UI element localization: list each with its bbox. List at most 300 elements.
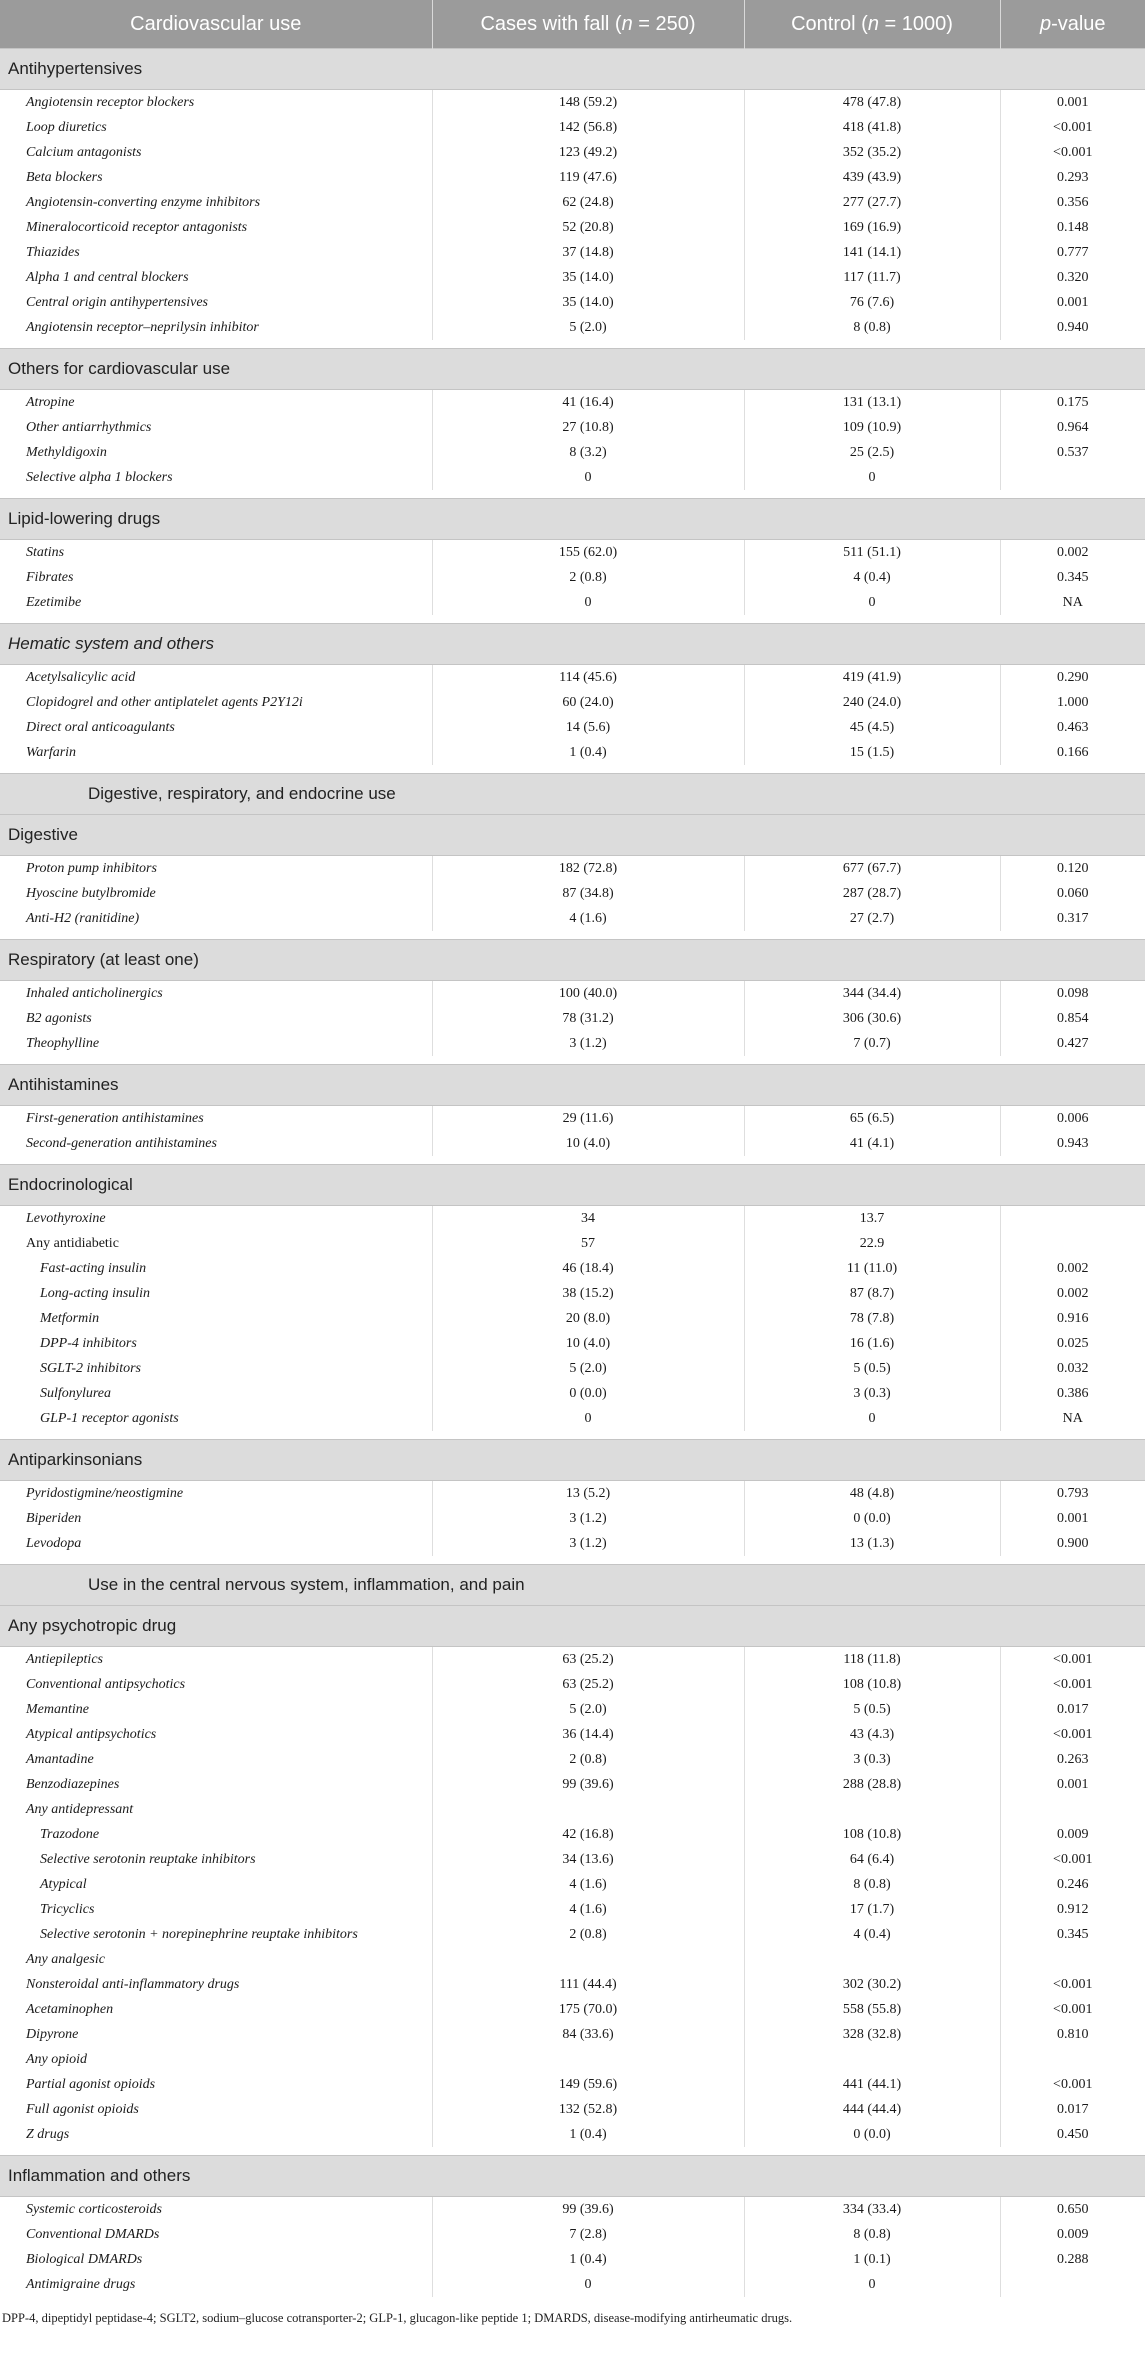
cases-value: 63 (25.2) xyxy=(432,1647,744,1673)
table-row xyxy=(0,1747,1145,1772)
cases-value: 7 (2.8) xyxy=(432,2222,744,2247)
cases-value: 4 (1.6) xyxy=(432,1897,744,1922)
control-value: 5 (0.5) xyxy=(744,1356,1000,1381)
p-value: 0.463 xyxy=(1057,719,1089,735)
p-value: 0.032 xyxy=(1057,1360,1089,1376)
p-value: 0.943 xyxy=(1057,1135,1089,1151)
control-value: 344 (34.4) xyxy=(744,981,1000,1007)
drug-label: Clopidogrel and other antiplatelet agents P2Y12i xyxy=(0,690,432,715)
table-row xyxy=(0,1972,1145,1997)
table-header-row xyxy=(0,0,1145,49)
cases-value: 42 (16.8) xyxy=(432,1822,744,1847)
drug-label: Metformin xyxy=(0,1306,432,1331)
table-row xyxy=(0,2047,1145,2072)
control-value: 25 (2.5) xyxy=(744,440,1000,465)
control-value: 4 (0.4) xyxy=(744,1922,1000,1947)
control-value: 64 (6.4) xyxy=(744,1847,1000,1872)
section-header xyxy=(0,1165,1145,1206)
table-row xyxy=(0,1947,1145,1972)
drug-label: Mineralocorticoid receptor antagonists xyxy=(0,215,432,240)
cases-value: 63 (25.2) xyxy=(432,1672,744,1697)
control-value: 45 (4.5) xyxy=(744,715,1000,740)
table-row xyxy=(0,1797,1145,1822)
p-value: 0.009 xyxy=(1057,1826,1089,1842)
drug-label: Anti-H2 (ranitidine) xyxy=(0,906,432,931)
table-row xyxy=(0,1131,1145,1156)
control-value: 328 (32.8) xyxy=(744,2022,1000,2047)
control-value: 11 (11.0) xyxy=(744,1256,1000,1281)
p-value: 0.900 xyxy=(1057,1535,1089,1551)
p-value: 0.060 xyxy=(1057,885,1089,901)
table-row xyxy=(0,1772,1145,1797)
p-value: 0.537 xyxy=(1057,444,1089,460)
table-row xyxy=(0,1531,1145,1556)
table-row xyxy=(0,290,1145,315)
drug-label: Benzodiazepines xyxy=(0,1772,432,1797)
table-row xyxy=(0,881,1145,906)
section-header xyxy=(0,349,1145,390)
header-p-value: p-value xyxy=(1000,0,1145,49)
drug-label: Alpha 1 and central blockers xyxy=(0,265,432,290)
p-value: 0.386 xyxy=(1057,1385,1089,1401)
cases-value: 60 (24.0) xyxy=(432,690,744,715)
table-row xyxy=(0,115,1145,140)
section-spacer xyxy=(0,2297,1145,2305)
section-label: Digestive, respiratory, and endocrine use xyxy=(0,774,1145,815)
p-value: 0.320 xyxy=(1057,269,1089,285)
p-value: 0.916 xyxy=(1057,1310,1089,1326)
table-row xyxy=(0,1481,1145,1507)
drug-label: Thiazides xyxy=(0,240,432,265)
control-value: 0 (0.0) xyxy=(744,1506,1000,1531)
section-label: Others for cardiovascular use xyxy=(0,349,1145,390)
drug-label: Systemic corticosteroids xyxy=(0,2197,432,2223)
control-value: 65 (6.5) xyxy=(744,1106,1000,1132)
drug-label: Loop diuretics xyxy=(0,115,432,140)
p-value: 0.345 xyxy=(1057,569,1089,585)
control-value: 118 (11.8) xyxy=(744,1647,1000,1673)
drug-label: Selective serotonin reuptake inhibitors xyxy=(0,1847,432,1872)
p-value: 0.002 xyxy=(1057,544,1089,560)
drug-label: Warfarin xyxy=(0,740,432,765)
table-row xyxy=(0,1722,1145,1747)
drug-label: Antiepileptics xyxy=(0,1647,432,1673)
table-row xyxy=(0,1506,1145,1531)
control-value: 0 xyxy=(744,590,1000,615)
cases-value: 119 (47.6) xyxy=(432,165,744,190)
control-value: 117 (11.7) xyxy=(744,265,1000,290)
cases-value: 20 (8.0) xyxy=(432,1306,744,1331)
table-row xyxy=(0,2247,1145,2272)
cases-value: 149 (59.6) xyxy=(432,2072,744,2097)
drug-label: Acetylsalicylic acid xyxy=(0,665,432,691)
section-spacer xyxy=(0,765,1145,774)
p-value xyxy=(1000,2047,1145,2072)
drug-label: Fibrates xyxy=(0,565,432,590)
cases-value: 132 (52.8) xyxy=(432,2097,744,2122)
control-value: 87 (8.7) xyxy=(744,1281,1000,1306)
drug-label: Central origin antihypertensives xyxy=(0,290,432,315)
cases-value: 175 (70.0) xyxy=(432,1997,744,2022)
p-value: 0.810 xyxy=(1057,2026,1089,2042)
control-value: 4 (0.4) xyxy=(744,565,1000,590)
control-value: 109 (10.9) xyxy=(744,415,1000,440)
cases-value: 35 (14.0) xyxy=(432,290,744,315)
control-value: 1 (0.1) xyxy=(744,2247,1000,2272)
table-row xyxy=(0,215,1145,240)
major-section-header xyxy=(0,1565,1145,1606)
control-value: 334 (33.4) xyxy=(744,2197,1000,2223)
p-value: NA xyxy=(1062,594,1083,610)
control-value: 108 (10.8) xyxy=(744,1822,1000,1847)
p-value: 0.964 xyxy=(1057,419,1089,435)
control-value: 444 (44.4) xyxy=(744,2097,1000,2122)
cases-value: 46 (18.4) xyxy=(432,1256,744,1281)
drug-label: Biological DMARDs xyxy=(0,2247,432,2272)
p-value: 0.854 xyxy=(1057,1010,1089,1026)
table-row xyxy=(0,90,1145,116)
table-row xyxy=(0,1922,1145,1947)
table-row xyxy=(0,1306,1145,1331)
p-value: 0.001 xyxy=(1057,294,1089,310)
p-value: 0.006 xyxy=(1057,1110,1089,1126)
cases-value: 100 (40.0) xyxy=(432,981,744,1007)
control-value: 8 (0.8) xyxy=(744,2222,1000,2247)
drug-label: First-generation antihistamines xyxy=(0,1106,432,1132)
p-value: 0.001 xyxy=(1057,1776,1089,1792)
table-row xyxy=(0,1231,1145,1256)
cases-value: 4 (1.6) xyxy=(432,1872,744,1897)
p-value: <0.001 xyxy=(1053,1976,1093,1992)
spacer-cell xyxy=(0,1156,1145,1165)
cases-value: 2 (0.8) xyxy=(432,1922,744,1947)
drug-label: Amantadine xyxy=(0,1747,432,1772)
p-value xyxy=(1000,2272,1145,2297)
drug-label: Beta blockers xyxy=(0,165,432,190)
control-value: 17 (1.7) xyxy=(744,1897,1000,1922)
table-row xyxy=(0,540,1145,566)
drug-label: Partial agonist opioids xyxy=(0,2072,432,2097)
cases-value: 148 (59.2) xyxy=(432,90,744,116)
p-value: <0.001 xyxy=(1053,1726,1093,1742)
table-row xyxy=(0,1281,1145,1306)
table-row xyxy=(0,390,1145,416)
section-header xyxy=(0,815,1145,856)
table-row xyxy=(0,590,1145,615)
control-value: 41 (4.1) xyxy=(744,1131,1000,1156)
table-row xyxy=(0,690,1145,715)
p-value: 0.777 xyxy=(1057,244,1089,260)
p-value: 0.017 xyxy=(1057,2101,1089,2117)
p-value: 0.001 xyxy=(1057,1510,1089,1526)
control-value: 3 (0.3) xyxy=(744,1381,1000,1406)
drug-label: Direct oral anticoagulants xyxy=(0,715,432,740)
spacer-cell xyxy=(0,1431,1145,1440)
p-value: <0.001 xyxy=(1053,2076,1093,2092)
p-value xyxy=(1000,465,1145,490)
p-value: 0.793 xyxy=(1057,1485,1089,1501)
control-value: 43 (4.3) xyxy=(744,1722,1000,1747)
table-row xyxy=(0,665,1145,691)
drug-label: Angiotensin receptor blockers xyxy=(0,90,432,116)
header-control: Control (n = 1000) xyxy=(744,0,1000,49)
section-header xyxy=(0,2156,1145,2197)
cases-value: 34 xyxy=(432,1206,744,1232)
drug-label: Levodopa xyxy=(0,1531,432,1556)
p-value: 0.025 xyxy=(1057,1335,1089,1351)
section-label: Any psychotropic drug xyxy=(0,1606,1145,1647)
table-row xyxy=(0,440,1145,465)
section-header xyxy=(0,499,1145,540)
p-value: 0.002 xyxy=(1057,1260,1089,1276)
cases-value: 5 (2.0) xyxy=(432,1356,744,1381)
p-value: 0.002 xyxy=(1057,1285,1089,1301)
cases-value: 35 (14.0) xyxy=(432,265,744,290)
p-value: 0.940 xyxy=(1057,319,1089,335)
section-header xyxy=(0,940,1145,981)
p-value: <0.001 xyxy=(1053,144,1093,160)
table-row xyxy=(0,240,1145,265)
table-row xyxy=(0,1031,1145,1056)
section-header xyxy=(0,1440,1145,1481)
table-row xyxy=(0,1406,1145,1431)
drug-label: B2 agonists xyxy=(0,1006,432,1031)
drug-label: Any antidiabetic xyxy=(0,1231,432,1256)
p-value: 0.148 xyxy=(1057,219,1089,235)
table-row xyxy=(0,2022,1145,2047)
control-value xyxy=(744,2047,1000,2072)
cases-value: 52 (20.8) xyxy=(432,215,744,240)
section-header xyxy=(0,49,1145,90)
spacer-cell xyxy=(0,615,1145,624)
control-value: 7 (0.7) xyxy=(744,1031,1000,1056)
drug-label: Long-acting insulin xyxy=(0,1281,432,1306)
section-spacer xyxy=(0,1431,1145,1440)
control-value: 302 (30.2) xyxy=(744,1972,1000,1997)
section-header xyxy=(0,1606,1145,1647)
drug-label: Conventional DMARDs xyxy=(0,2222,432,2247)
cases-value: 123 (49.2) xyxy=(432,140,744,165)
table-row xyxy=(0,140,1145,165)
cases-value: 14 (5.6) xyxy=(432,715,744,740)
table-row xyxy=(0,565,1145,590)
table-row xyxy=(0,1697,1145,1722)
control-value xyxy=(744,1947,1000,1972)
drug-label: Trazodone xyxy=(0,1822,432,1847)
cases-value: 27 (10.8) xyxy=(432,415,744,440)
cases-value: 13 (5.2) xyxy=(432,1481,744,1507)
p-value: 0.009 xyxy=(1057,2226,1089,2242)
table-row xyxy=(0,1356,1145,1381)
section-spacer xyxy=(0,340,1145,349)
section-header xyxy=(0,1065,1145,1106)
table-row xyxy=(0,1672,1145,1697)
drug-label: Second-generation antihistamines xyxy=(0,1131,432,1156)
cases-value: 1 (0.4) xyxy=(432,2247,744,2272)
control-value: 141 (14.1) xyxy=(744,240,1000,265)
drug-label: Angiotensin-converting enzyme inhibitors xyxy=(0,190,432,215)
section-label: Respiratory (at least one) xyxy=(0,940,1145,981)
p-value: <0.001 xyxy=(1053,2001,1093,2017)
control-value: 288 (28.8) xyxy=(744,1772,1000,1797)
p-value: 0.356 xyxy=(1057,194,1089,210)
control-value: 287 (28.7) xyxy=(744,881,1000,906)
cases-value: 0 xyxy=(432,1406,744,1431)
cases-value: 84 (33.6) xyxy=(432,2022,744,2047)
control-value: 277 (27.7) xyxy=(744,190,1000,215)
control-value: 0 xyxy=(744,1406,1000,1431)
cases-value: 41 (16.4) xyxy=(432,390,744,416)
cases-value: 4 (1.6) xyxy=(432,906,744,931)
table-row xyxy=(0,265,1145,290)
major-section-header xyxy=(0,774,1145,815)
table-row xyxy=(0,715,1145,740)
cases-value: 114 (45.6) xyxy=(432,665,744,691)
cases-value: 0 xyxy=(432,590,744,615)
control-value: 3 (0.3) xyxy=(744,1747,1000,1772)
drug-label: DPP-4 inhibitors xyxy=(0,1331,432,1356)
table-row xyxy=(0,1331,1145,1356)
drug-label: Any antidepressant xyxy=(0,1797,432,1822)
drug-label: Full agonist opioids xyxy=(0,2097,432,2122)
section-spacer xyxy=(0,1056,1145,1065)
control-value: 439 (43.9) xyxy=(744,165,1000,190)
control-value: 27 (2.7) xyxy=(744,906,1000,931)
cases-value: 10 (4.0) xyxy=(432,1331,744,1356)
p-value: 0.098 xyxy=(1057,985,1089,1001)
cases-value: 36 (14.4) xyxy=(432,1722,744,1747)
drug-label: Hyoscine butylbromide xyxy=(0,881,432,906)
cases-value: 0 xyxy=(432,2272,744,2297)
cases-value: 3 (1.2) xyxy=(432,1031,744,1056)
spacer-cell xyxy=(0,340,1145,349)
section-label: Endocrinological xyxy=(0,1165,1145,1206)
p-value: 0.293 xyxy=(1057,169,1089,185)
table-row xyxy=(0,1256,1145,1281)
cases-value: 38 (15.2) xyxy=(432,1281,744,1306)
cases-value: 78 (31.2) xyxy=(432,1006,744,1031)
table-row xyxy=(0,1897,1145,1922)
p-value: <0.001 xyxy=(1053,1851,1093,1867)
drug-label: Atypical antipsychotics xyxy=(0,1722,432,1747)
table-row xyxy=(0,906,1145,931)
cases-value: 5 (2.0) xyxy=(432,315,744,340)
control-value: 108 (10.8) xyxy=(744,1672,1000,1697)
table-row xyxy=(0,2197,1145,2223)
control-value: 13 (1.3) xyxy=(744,1531,1000,1556)
p-value: 0.175 xyxy=(1057,394,1089,410)
control-value: 78 (7.8) xyxy=(744,1306,1000,1331)
spacer-cell xyxy=(0,931,1145,940)
table-row xyxy=(0,415,1145,440)
drug-label: SGLT-2 inhibitors xyxy=(0,1356,432,1381)
p-value: 0.017 xyxy=(1057,1701,1089,1717)
drug-label: Tricyclics xyxy=(0,1897,432,1922)
p-value: 0.246 xyxy=(1057,1876,1089,1892)
drug-label: Nonsteroidal anti-inflammatory drugs xyxy=(0,1972,432,1997)
section-spacer xyxy=(0,2147,1145,2156)
cases-value: 111 (44.4) xyxy=(432,1972,744,1997)
control-value: 478 (47.8) xyxy=(744,90,1000,116)
drug-label: Selective serotonin + norepinephrine reuptake inhibitors xyxy=(0,1922,432,1947)
table-row xyxy=(0,1006,1145,1031)
cases-value: 5 (2.0) xyxy=(432,1697,744,1722)
table-row xyxy=(0,2222,1145,2247)
section-spacer xyxy=(0,1156,1145,1165)
section-spacer xyxy=(0,1556,1145,1565)
control-value: 352 (35.2) xyxy=(744,140,1000,165)
table-row xyxy=(0,1822,1145,1847)
cases-value: 8 (3.2) xyxy=(432,440,744,465)
table-row xyxy=(0,981,1145,1007)
p-value: 0.288 xyxy=(1057,2251,1089,2267)
control-value: 677 (67.7) xyxy=(744,856,1000,882)
table-row xyxy=(0,2097,1145,2122)
drug-label: Conventional antipsychotics xyxy=(0,1672,432,1697)
control-value: 13.7 xyxy=(744,1206,1000,1232)
cases-value: 10 (4.0) xyxy=(432,1131,744,1156)
drug-label: Statins xyxy=(0,540,432,566)
p-value xyxy=(1000,1231,1145,1256)
p-value: 0.345 xyxy=(1057,1926,1089,1942)
control-value: 8 (0.8) xyxy=(744,1872,1000,1897)
section-spacer xyxy=(0,490,1145,499)
drug-label: Angiotensin receptor–neprilysin inhibitor xyxy=(0,315,432,340)
table-row xyxy=(0,2122,1145,2147)
drug-label: Atropine xyxy=(0,390,432,416)
drug-label: Fast-acting insulin xyxy=(0,1256,432,1281)
spacer-cell xyxy=(0,1556,1145,1565)
cases-value xyxy=(432,1797,744,1822)
control-value: 0 xyxy=(744,2272,1000,2297)
cases-value: 29 (11.6) xyxy=(432,1106,744,1132)
drug-label: Calcium antagonists xyxy=(0,140,432,165)
spacer-cell xyxy=(0,2147,1145,2156)
p-value: 0.001 xyxy=(1057,94,1089,110)
drug-label: Biperiden xyxy=(0,1506,432,1531)
section-label: Inflammation and others xyxy=(0,2156,1145,2197)
table-row xyxy=(0,1872,1145,1897)
cases-value: 87 (34.8) xyxy=(432,881,744,906)
cases-value: 3 (1.2) xyxy=(432,1506,744,1531)
table-row xyxy=(0,1106,1145,1132)
drug-label: Antimigraine drugs xyxy=(0,2272,432,2297)
control-value: 131 (13.1) xyxy=(744,390,1000,416)
p-value xyxy=(1000,1797,1145,1822)
table-row xyxy=(0,1997,1145,2022)
p-value: 0.650 xyxy=(1057,2201,1089,2217)
table-row xyxy=(0,1847,1145,1872)
table-row xyxy=(0,740,1145,765)
control-value: 76 (7.6) xyxy=(744,290,1000,315)
drug-label: Dipyrone xyxy=(0,2022,432,2047)
p-value: 0.263 xyxy=(1057,1751,1089,1767)
cases-value xyxy=(432,1947,744,1972)
p-value: 0.317 xyxy=(1057,910,1089,926)
drug-label: Pyridostigmine/neostigmine xyxy=(0,1481,432,1507)
drug-label: Atypical xyxy=(0,1872,432,1897)
table-row xyxy=(0,2072,1145,2097)
control-value: 418 (41.8) xyxy=(744,115,1000,140)
drug-label: Inhaled anticholinergics xyxy=(0,981,432,1007)
table-row xyxy=(0,465,1145,490)
control-value: 48 (4.8) xyxy=(744,1481,1000,1507)
control-value: 22.9 xyxy=(744,1231,1000,1256)
p-value: 0.120 xyxy=(1057,860,1089,876)
cases-value: 2 (0.8) xyxy=(432,565,744,590)
control-value: 8 (0.8) xyxy=(744,315,1000,340)
header-cardiovascular-use: Cardiovascular use xyxy=(0,0,432,49)
